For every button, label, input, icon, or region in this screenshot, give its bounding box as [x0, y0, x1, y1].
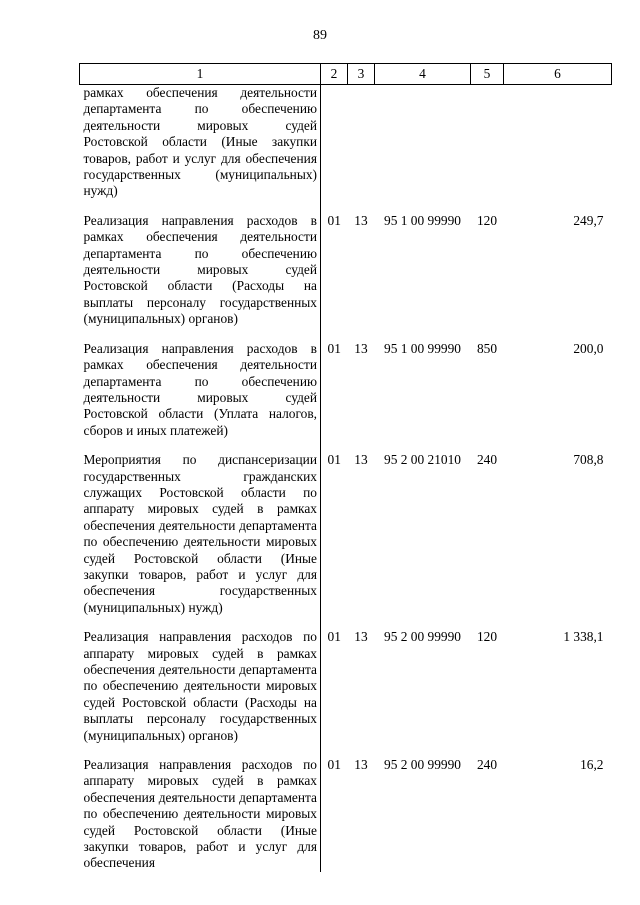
header-col-1: 1	[80, 64, 321, 85]
page-number: 89	[313, 28, 327, 43]
row-expense-type: 120	[476, 212, 498, 228]
row-section: 01	[327, 212, 341, 228]
header-col-5: 5	[471, 64, 504, 85]
row-expense-type	[471, 85, 504, 200]
row-expense-type: 850	[476, 340, 498, 356]
row-amount: 16,2	[580, 757, 604, 773]
table-header-row	[80, 64, 612, 85]
row-subsection	[348, 85, 375, 200]
row-section: 01	[327, 629, 341, 645]
row-subsection: 13	[354, 212, 368, 228]
row-section: 01	[327, 340, 341, 356]
header-col-4: 4	[375, 64, 471, 85]
header-col-6: 6	[504, 64, 612, 85]
table-row	[80, 616, 612, 744]
row-amount: 200,0	[573, 340, 604, 356]
row-subsection: 13	[354, 340, 368, 356]
row-description: Реализация направления расходов по аппарату мировых судей в рамках обеспечения деятельности департамента по обеспечению деятельности мировых судей Ростовской области (Иные закупки товаров, работ и услуг для обеспечения	[80, 744, 321, 872]
table-row	[80, 328, 612, 439]
row-target-article: 95 2 00 99990	[384, 629, 461, 645]
row-expense-type: 240	[476, 757, 498, 773]
table-row	[80, 85, 612, 200]
row-description: Мероприятия по диспансеризации государственных гражданских служащих Ростовской области по аппарату мировых судей в рамках обеспечения деятельности департамента по обеспечению деятельности мировых судей Ростовской области (Иные закупки товаров, работ и услуг для обеспечения государственных (муниципальных) нужд)	[80, 439, 321, 616]
row-expense-type: 240	[476, 452, 498, 468]
row-expense-type: 120	[476, 629, 498, 645]
row-subsection: 13	[354, 757, 368, 773]
row-description: Реализация направления расходов в рамках обеспечения деятельности департамента по обеспечению деятельности мировых судей Ростовской области (Уплата налогов, сборов и иных платежей)	[80, 328, 321, 439]
table-row	[80, 744, 612, 872]
row-subsection: 13	[354, 629, 368, 645]
row-amount: 249,7	[573, 212, 604, 228]
row-target-article: 95 1 00 99990	[384, 340, 461, 356]
row-amount	[504, 85, 612, 200]
row-section	[321, 85, 348, 200]
row-section: 01	[327, 452, 341, 468]
row-amount: 708,8	[573, 452, 604, 468]
header-col-3: 3	[348, 64, 375, 85]
header-col-2: 2	[321, 64, 348, 85]
row-description: Реализация направления расходов по аппарату мировых судей в рамках обеспечения деятельности департамента по обеспечению деятельности мировых судей Ростовской области (Расходы на выплаты персоналу государственных (муниципальных) органов)	[80, 616, 321, 744]
table-body	[80, 85, 612, 872]
row-target-article: 95 2 00 99990	[384, 757, 461, 773]
row-description: рамках обеспечения деятельности департамента по обеспечению деятельности мировых судей Ростовской области (Иные закупки товаров, работ и услуг для обеспечения государственных (муниципальных) нужд)	[80, 85, 321, 200]
table-row	[80, 200, 612, 328]
row-subsection: 13	[354, 452, 368, 468]
table-row	[80, 439, 612, 616]
row-section: 01	[327, 757, 341, 773]
budget-table	[79, 63, 612, 872]
row-description: Реализация направления расходов в рамках обеспечения деятельности департамента по обеспечению деятельности мировых судей Ростовской области (Расходы на выплаты персоналу государственных (муниципальных) органов)	[80, 200, 321, 328]
row-amount: 1 338,1	[563, 629, 604, 645]
row-target-article: 95 1 00 99990	[384, 212, 461, 228]
row-target-article	[375, 85, 471, 200]
row-target-article: 95 2 00 21010	[384, 452, 461, 468]
table-header	[80, 64, 612, 85]
